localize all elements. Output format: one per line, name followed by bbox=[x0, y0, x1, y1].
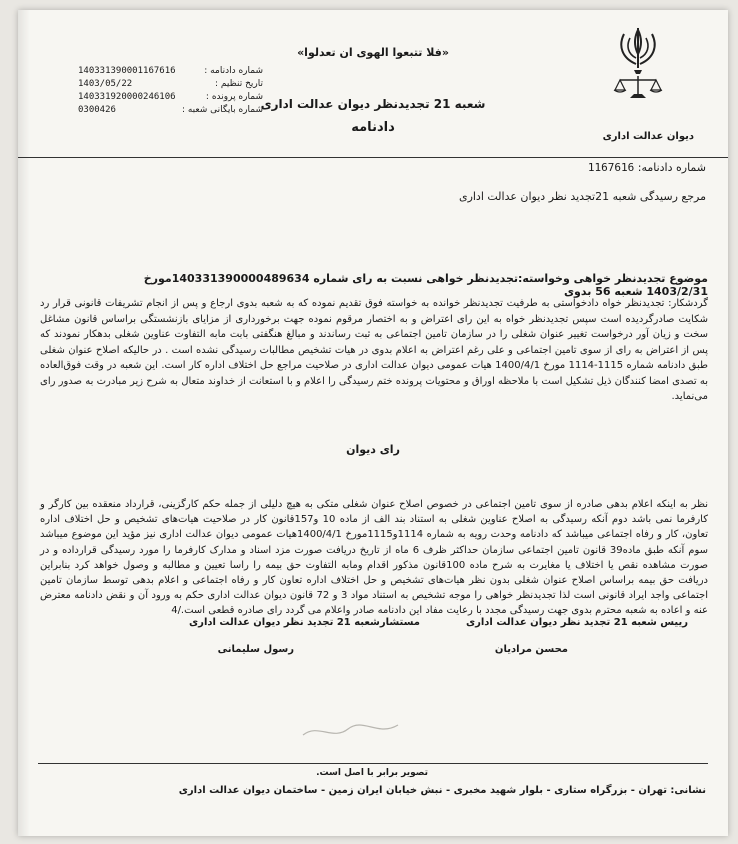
header-divider bbox=[18, 157, 728, 158]
meta-value: 140331920000246106 bbox=[78, 92, 176, 102]
court-name-under-emblem: دیوان عدالت اداری bbox=[602, 131, 694, 142]
chair-name: محسن مرادیان bbox=[494, 644, 568, 655]
branch-title: شعبه 21 تجدیدنظر دیوان عدالت اداری bbox=[260, 97, 486, 111]
verdict-paragraph: نظر به اینکه اعلام بدهی صادره از سوی تامین اجتماعی در خصوص اصلاح عنوان شغلی متکی به هیچ دلیلی از جمله حکم کارگزینی، قرارداد منعقده بین کارگر و کارفرما نمی باشد دوم آنکه رسیدگی به اصلاح عناوین شغلی به استناد بند الف از ماده 10 و157قانون کار در صلاحیت هیات‌های تشخیص و حل اختلاف اداره تعاون، کار و رفاه اجتماعی میباشد که دادنامه وحدت رویه به شماره 1114و1115مورخ 1400/4/1هیات عمومی دیوان عدالت اداری نیز مؤید این موضوع میباشد سوم آنکه طبق ماده39 قانون تامین اجتماعی سازمان حداکثر ظرف 6 ماه از تاریخ دریافت صورت مزد اسناد و مدارک کارفرما را مورد رسیدگی قرارداده و در صورت مشاهده نقص یا اختلاف یا مغایرت به شرح ماده 100قانون مذکور اقدام ومابه التفاوت حق بیمه را راسا تعیین و مطالبه و وصول خواهد کرد بنابراین دریافت حق بیمه براساس اصلاح عنوان شغلی بدون نظر هیات‌های تشخیص و حل اختلاف اداره تعاون کار و رفاه اجتماعی و اعلام بدهی توسط سازمان تامین اجتماعی واجد ایراد قانونی است لذا تجدیدنظر خواهی را موجه تشخیص به استناد مواد 3 و 72 قانون دیوان عدالت اداری حکم به ورود آن و نقض دادنامه معترض عنه و اعاده به شعبه محترم بدوی جهت رسیدگی مجدد با رعایت مفاد این دادنامه صادر واعلام می گردد رای صادره قطعی است./4 bbox=[40, 499, 709, 617]
meta-row-issue-date bbox=[78, 78, 263, 91]
case-report-paragraph: گردشکار: تجدیدنظر خواه دادخواستی به طرفیت تجدیدنظر خوانده به خواسته فوق تقدیم نموده که به شعبه بدوی ارجاع و پس از انجام تشریفات قانونی قرار رد شکایت صادرگردیده است سپس تجدیدنظر خواه به این رای اعتراض و به اختصار مرقوم نموده جهت برخورداری از مزایای بازنشستگی براساس قانون مشاغل سخت و زیان آور درخواست تغییر عنوان شغلی را در سازمان تامین اجتماعی به ثبت رساندند و مبالغ هنگفتی بابت مابه التفاوت عناوین شغلی بدهکار نمودند که پس از اعتراض به رای از سوی تامین اجتماعی و علی رغم اعتراض به اعلام بدوی در هیات تشخیص مطالبات رسیدگی نشده است . در حالیکه اصلاح عنوان شغلی طبق دادنامه شماره 1115-1114 مورخ 1400/4/1 هیات عمومی دیوان عدالت اداری در صلاحیت مراجع حل اختلاف اداره کار است. این شعبه در وقت فوق‌العاده به تصدی امضا کنندگان ذیل تشکیل است با ملاحظه اوراق و محتویات پرونده ختم رسیدگی را اعلام و با استعانت از خداوند متعال به شرح زیر مبادرت به صدور رای می‌نماید. bbox=[40, 298, 708, 402]
verdict-number-label: شماره دادنامه: bbox=[637, 161, 706, 174]
verdict-document bbox=[18, 10, 728, 836]
meta-row-verdict-number bbox=[78, 65, 263, 78]
signatures-block bbox=[18, 617, 728, 677]
meta-value: 140331390001167616 bbox=[78, 66, 176, 76]
court-address: نشانی: تهران - بزرگراه ستاری - بلوار شهید مخبری - نبش خیابان ایران زمین - ساختمان دیوان عدالت اداری bbox=[178, 785, 706, 796]
quran-verse: «فلا تتبعوا الهوی ان تعدلوا» bbox=[297, 46, 449, 59]
iran-emblem-icon bbox=[610, 24, 666, 104]
faint-handwriting-mark bbox=[298, 715, 408, 745]
case-subject: موضوع تجدیدنظر خواهی وخواسته:تجدیدنظر خواهی نسبت به رای شماره 140331390000489634مورخ 1403/2/31 شعبه 56 بدوی bbox=[143, 272, 708, 298]
meta-value: 0300426 bbox=[78, 105, 116, 115]
meta-label: شماره پرونده : bbox=[205, 92, 263, 102]
meta-row-case-number bbox=[78, 91, 263, 104]
meta-row-archive-number bbox=[78, 104, 263, 117]
meta-label: تاریخ تنظیم : bbox=[215, 79, 263, 89]
document-header bbox=[18, 10, 728, 155]
chair-title: رییس شعبه 21 تجدید نظر دیوان عدالت اداری bbox=[465, 617, 688, 628]
footer-divider bbox=[38, 763, 708, 764]
meta-value: 1403/05/22 bbox=[78, 79, 133, 89]
advisor-title: مستشارشعبه 21 تجدید نظر دیوان عدالت اداری bbox=[189, 617, 420, 628]
document-type-title: دادنامه bbox=[351, 120, 395, 135]
verdict-number-value: 1167616 bbox=[587, 161, 635, 174]
reference-line: مرجع رسیدگی شعبه 21تجدید نظر دیوان عدالت اداری bbox=[458, 190, 706, 203]
verdict-number-line bbox=[588, 161, 706, 174]
certified-copy-note: تصویر برابر با اصل است. bbox=[316, 768, 428, 778]
advisor-name: رسول سلیمانی bbox=[217, 644, 294, 655]
document-meta bbox=[78, 65, 263, 117]
meta-label: شماره دادنامه : bbox=[204, 66, 263, 76]
verdict-heading: رای دیوان bbox=[346, 443, 400, 456]
meta-label: شماره بایگانی شعبه : bbox=[181, 105, 263, 115]
